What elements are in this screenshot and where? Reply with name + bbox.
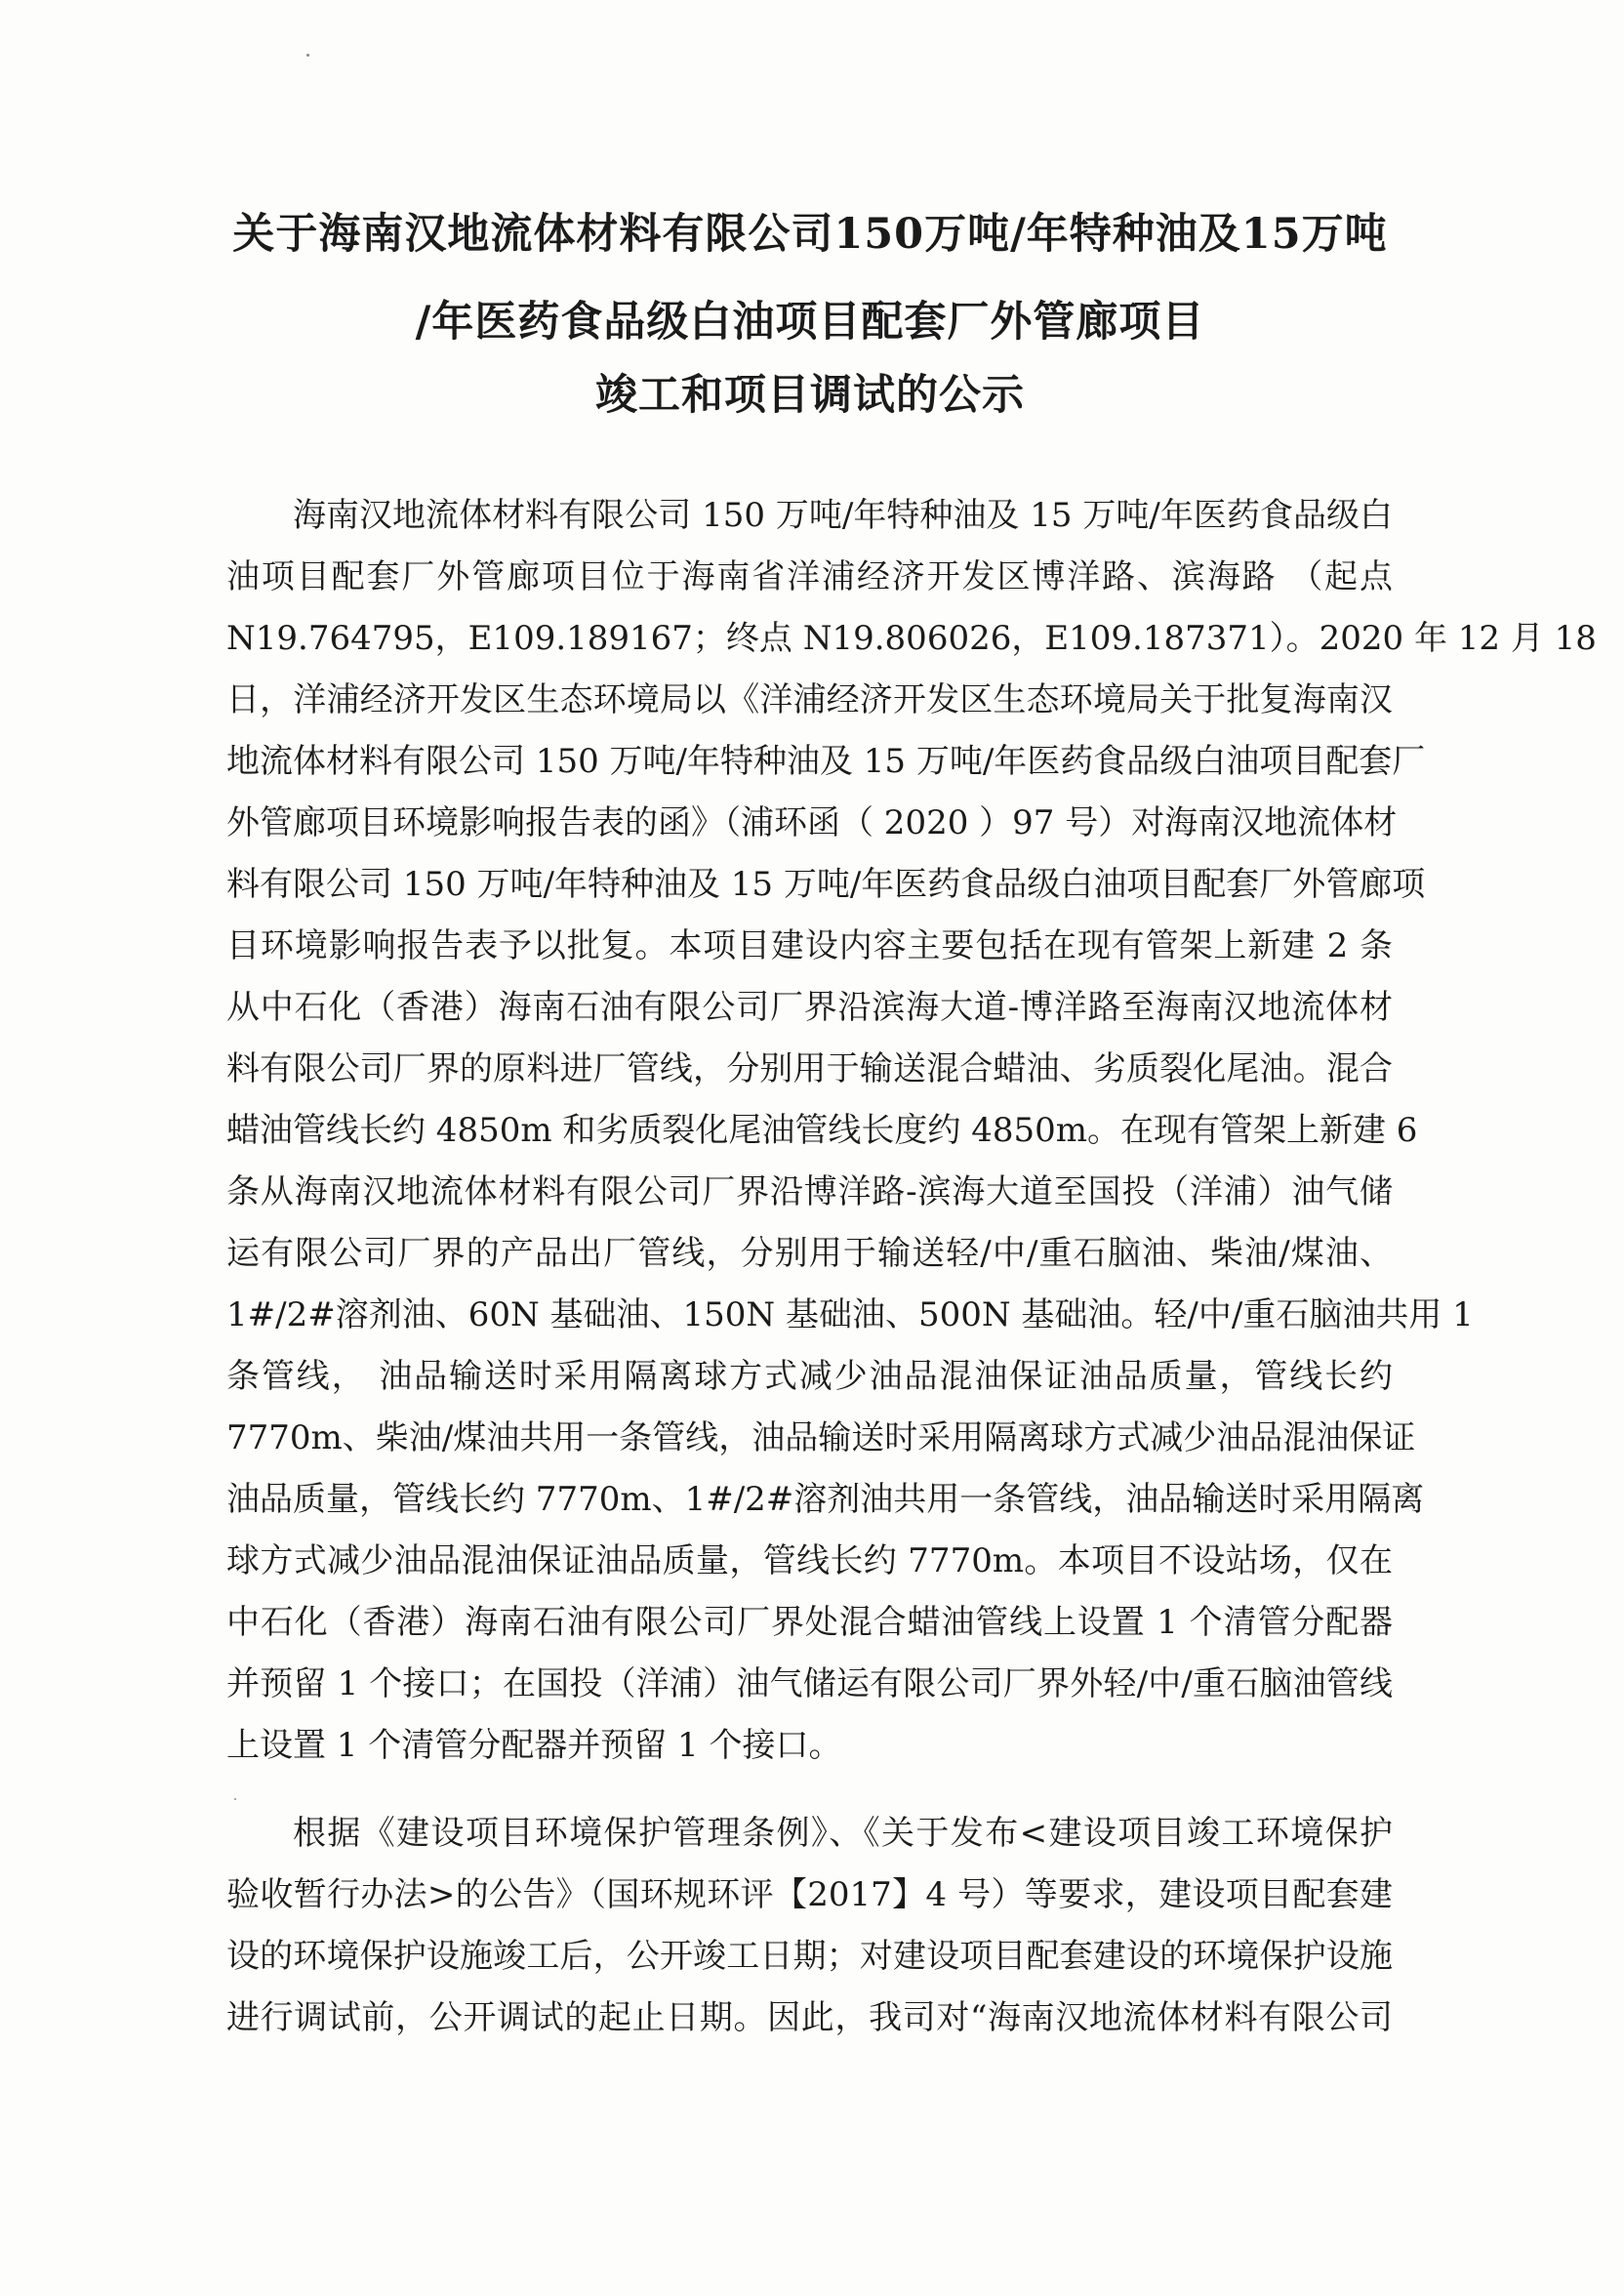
paragraph-1-line: N19.764795，E109.189167；终点 N19.806026，E109.187371）。2020 年 12 月 18 [226,619,1597,658]
paragraph-1-line: 球方式减少油品混油保证油品质量，管线长约 7770m。本项目不设站场，仅在 [226,1541,1393,1580]
paragraph-2-line: 设的环境保护设施竣工后，公开竣工日期；对建设项目配套建设的环境保护设施 [226,1937,1393,1976]
paragraph-1-line: 蜡油管线长约 4850m 和劣质裂化尾油管线长度约 4850m。在现有管架上新建 6 [226,1111,1418,1150]
paragraph-1-line: 油项目配套厂外管廊项目位于海南省洋浦经济开发区博洋路、滨海路 （起点 [226,557,1393,596]
paragraph-1-line: 料有限公司 150 万吨/年特种油及 15 万吨/年医药食品级白油项目配套厂外管廊项 [226,865,1426,904]
paragraph-1-line: 海南汉地流体材料有限公司 150 万吨/年特种油及 15 万吨/年医药食品级白 [293,496,1393,535]
paragraph-1-line: 外管廊项目环境影响报告表的函》（浦环函（ 2020 ）97 号）对海南汉地流体材 [226,803,1398,842]
paragraph-1-line: 1#/2#溶剂油、60N 基础油、150N 基础油、500N 基础油。轻/中/重石脑油共用 1 [226,1295,1474,1334]
paragraph-1-line: 日，洋浦经济开发区生态环境局以《洋浦经济开发区生态环境局关于批复海南汉 [226,680,1393,719]
paragraph-2-line: 验收暂行办法>的公告》（国环规环评【2017】4 号）等要求，建设项目配套建 [226,1875,1393,1914]
paragraph-1-line: 条从海南汉地流体材料有限公司厂界沿博洋路-滨海大道至国投（洋浦）油气储 [226,1172,1393,1211]
scan-speck [306,54,309,57]
paragraph-1-line: 并预留 1 个接口；在国投（洋浦）油气储运有限公司厂界外轻/中/重石脑油管线 [226,1664,1393,1703]
paragraph-1-line: 地流体材料有限公司 150 万吨/年特种油及 15 万吨/年医药食品级白油项目配套厂 [226,742,1426,781]
title-line-1: 关于海南汉地流体材料有限公司150万吨/年特种油及15万吨 [232,210,1388,259]
title-line-2: /年医药食品级白油项目配套厂外管廊项目 [415,298,1205,347]
paragraph-1-line: 中石化（香港）海南石油有限公司厂界处混合蜡油管线上设置 1 个清管分配器 [226,1603,1393,1642]
paragraph-1-line: 7770m、柴油/煤油共用一条管线，油品输送时采用隔离球方式减少油品混油保证 [226,1418,1416,1457]
paragraph-1-line: 目环境影响报告表予以批复。本项目建设内容主要包括在现有管架上新建 2 条 [226,926,1393,965]
paragraph-1-line: 料有限公司厂界的原料进厂管线，分别用于输送混合蜡油、劣质裂化尾油。混合 [226,1049,1393,1088]
paragraph-2-line: 根据《建设项目环境保护管理条例》、《关于发布<建设项目竣工环境保护 [293,1814,1393,1853]
paragraph-1-line: 条管线， 油品输送时采用隔离球方式减少油品混油保证油品质量，管线长约 [226,1357,1393,1396]
paragraph-1-line: 上设置 1 个清管分配器并预留 1 个接口。 [226,1726,842,1765]
scan-speck [234,1798,236,1800]
title-line-3: 竣工和项目调试的公示 [595,371,1025,420]
paragraph-2-line: 进行调试前，公开调试的起止日期。因此，我司对“海南汉地流体材料有限公司 [226,1998,1393,2037]
paragraph-1-line: 从中石化（香港）海南石油有限公司厂界沿滨海大道-博洋路至海南汉地流体材 [226,988,1393,1027]
paragraph-1-line: 油品质量，管线长约 7770m、1#/2#溶剂油共用一条管线，油品输送时采用隔离 [226,1480,1425,1519]
paragraph-1-line: 运有限公司厂界的产品出厂管线，分别用于输送轻/中/重石脑油、柴油/煤油、 [226,1234,1393,1273]
